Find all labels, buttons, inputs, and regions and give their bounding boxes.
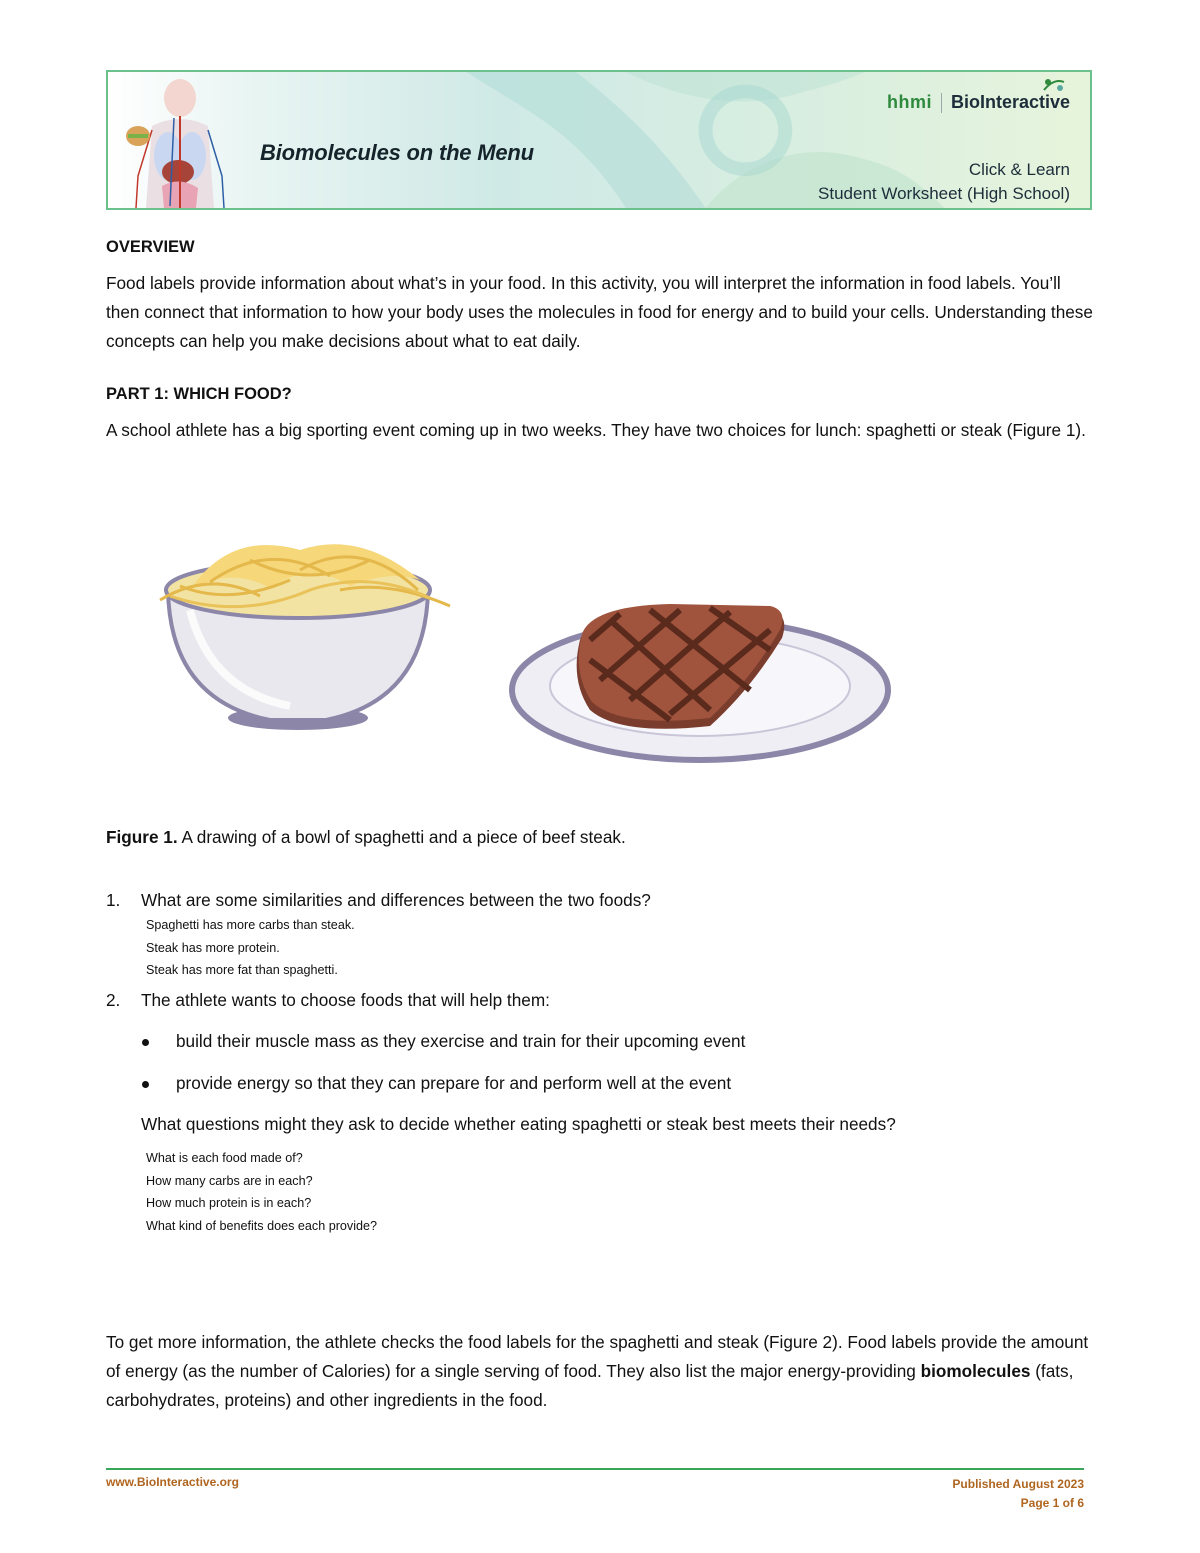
closing-text-1: To get more information, the athlete checks the food labels for the spaghetti and steak (Figure 2). Food labels provide the amount of energy (as the number of Calories) for a single serving of food. They also list the major energy-providing (106, 1332, 1089, 1381)
figure-caption (106, 827, 626, 848)
question-1-answer[interactable] (146, 914, 355, 982)
brand-biointeractive: BioInteractive (950, 92, 1070, 112)
answer-line: Steak has more fat than spaghetti. (146, 963, 338, 978)
question-2-followup: What questions might they ask to decide whether eating spaghetti or steak best meets their needs? (141, 1114, 896, 1134)
answer-line: Spaghetti has more carbs than steak. (146, 918, 355, 932)
resource-type: Click & Learn (968, 160, 1070, 179)
answer-line: What is each food made of? (146, 1151, 303, 1165)
bullet-point (142, 1081, 149, 1088)
overview-paragraph: Food labels provide information about what’s in your food. In this activity, you will interpret the information in food labels. You’ll then connect that information to how your body uses the molecules in food for energy and to build your cells. Understanding these concepts can help you make decisions about what to eat daily. (106, 273, 1093, 351)
brand-divider (941, 93, 942, 113)
question-1-number: 1. (106, 890, 121, 910)
published-date: Published August 2023 (952, 1477, 1084, 1491)
answer-line: How many carbs are in each? (146, 1173, 313, 1188)
brand-hhmi: hhmi (886, 92, 932, 112)
footer-divider (106, 1468, 1084, 1470)
question-2-text: The athlete wants to choose foods that will help them: (141, 990, 550, 1010)
part1-heading: PART 1: WHICH FOOD? (106, 385, 292, 403)
question-1-text: What are some similarities and differences between the two foods? (141, 890, 651, 910)
bullet-item-2: provide energy so that they can prepare for and perform well at the event (176, 1073, 732, 1093)
page-number: Page 1 of 6 (1020, 1496, 1084, 1510)
figure-spaghetti-and-steak (150, 530, 910, 770)
answer-line: How much protein is in each? (146, 1196, 312, 1211)
footer-meta (952, 1475, 1084, 1513)
answer-line: Steak has more protein. (146, 940, 280, 955)
bullet-item-1: build their muscle mass as they exercise and train for their upcoming event (176, 1031, 746, 1051)
spaghetti-bowl-illustration (160, 544, 450, 730)
closing-text-2: (fats, carbohydrates, proteins) and other ingredients in the food. (106, 1361, 1074, 1410)
worksheet-level: Student Worksheet (High School) (818, 184, 1070, 203)
header-banner (106, 70, 1092, 210)
figure-caption-text: A drawing of a bowl of spaghetti and a piece of beef steak. (177, 827, 626, 847)
steak-plate-illustration (512, 604, 888, 760)
answer-line: What kind of benefits does each provide? (146, 1218, 378, 1233)
brand-logo (887, 92, 1070, 113)
question-2-answer[interactable] (146, 1147, 377, 1237)
worksheet-title: Biomolecules on the Menu (260, 140, 534, 165)
overview-heading: OVERVIEW (106, 238, 195, 256)
human-anatomy-illustration (112, 76, 248, 208)
bullet-point (142, 1039, 149, 1046)
footer-website-link[interactable]: www.BioInteractive.org (106, 1475, 239, 1489)
question-2-number: 2. (106, 990, 121, 1010)
figure-caption-label: Figure 1. (106, 827, 178, 847)
closing-paragraph (106, 1328, 1096, 1415)
biomolecules-term: biomolecules (920, 1361, 1031, 1381)
part1-intro: A school athlete has a big sporting event coming up in two weeks. They have two choices for lunch: spaghetti or steak (Figure 1). (106, 420, 1086, 440)
